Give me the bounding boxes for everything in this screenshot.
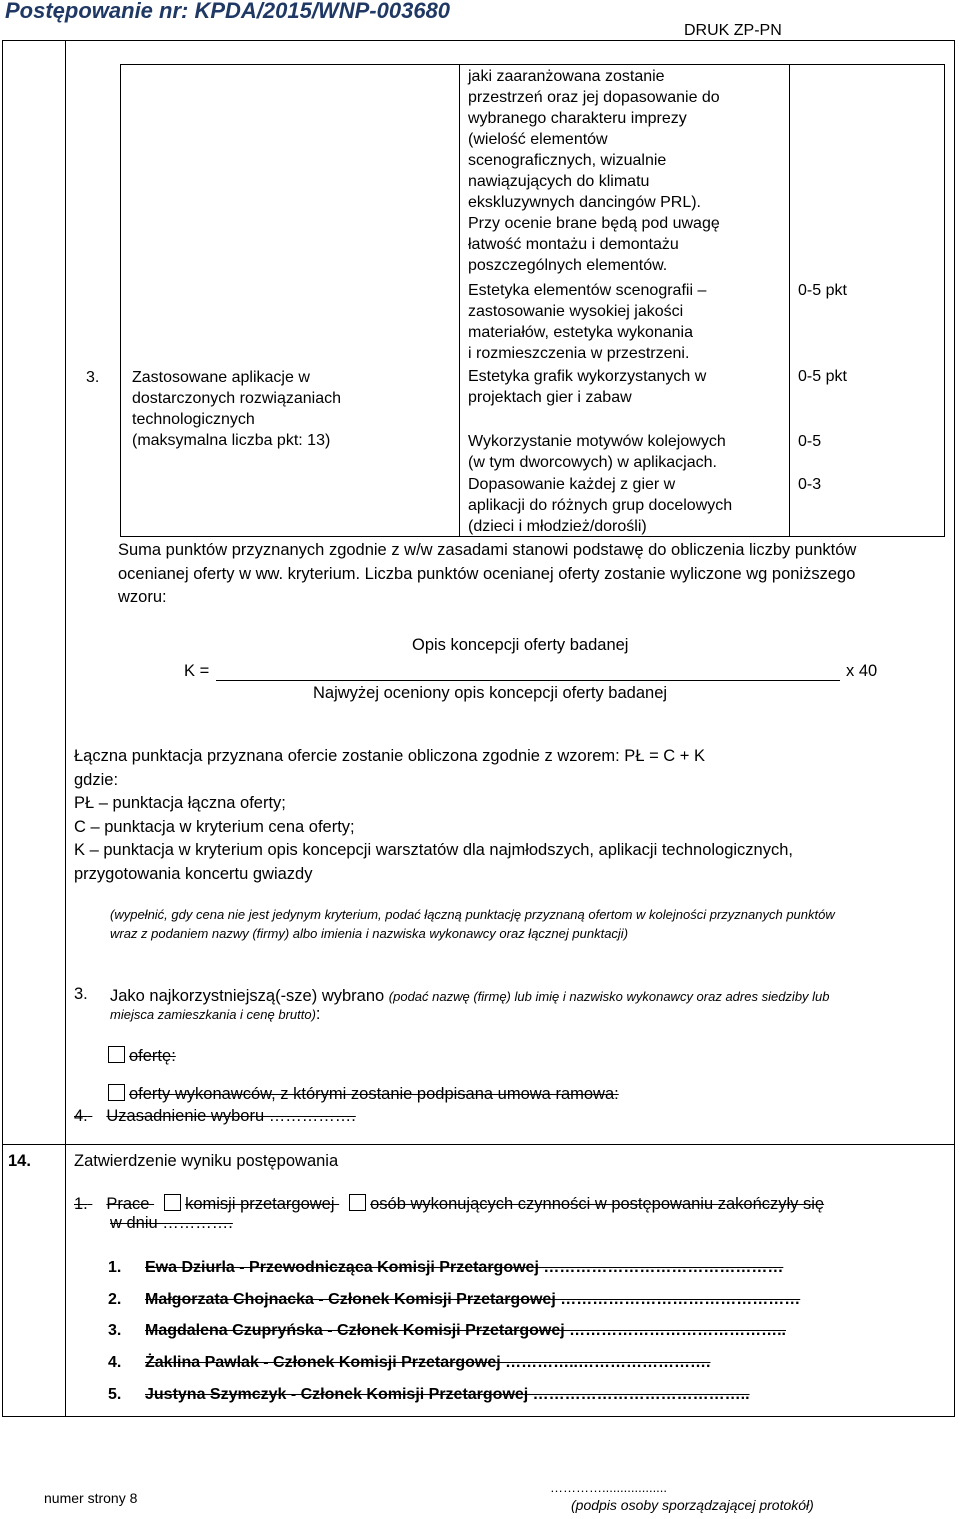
option-offer-label: ofertę:	[129, 1047, 176, 1065]
section-3-colon: :	[315, 1005, 321, 1023]
description-line: poszczególnych elementów.	[468, 257, 668, 274]
table-mid-border	[459, 64, 460, 536]
subcriterion-line: i rozmieszczenia w przestrzeni.	[468, 345, 690, 362]
member-number: 3.	[108, 1322, 122, 1339]
page-number-label	[44, 1490, 137, 1506]
section-14-divider	[2, 1144, 955, 1145]
criterion-name-line: technologicznych	[132, 411, 255, 428]
subcriterion-line: projektach gier i zabaw	[468, 389, 632, 406]
member-number: 4.	[108, 1354, 122, 1371]
description-line: scenograficznych, wizualnie	[468, 152, 667, 169]
w-dniu: w dniu ………….	[110, 1214, 233, 1232]
section-4-number: 4.	[74, 1107, 88, 1125]
member-number: 2.	[108, 1291, 122, 1308]
member-text: Justyna Szymczyk - Członek Komisji Przetargowej …………………………………..	[145, 1386, 750, 1403]
option-offers-framework	[104, 1084, 619, 1104]
subcriterion-3	[468, 431, 788, 473]
description-line: (wielość elementów	[468, 131, 608, 148]
section-3-main: Jako najkorzystniejszą(-sze) wybrano	[110, 987, 385, 1005]
offer-checkbox[interactable]	[108, 1046, 125, 1063]
total-formula-line: Łączna punktacja przyznana ofercie zostanie obliczona zgodnie z wzorem: PŁ = C + K	[74, 747, 706, 765]
member-text: Żaklina Pawlak - Członek Komisji Przetargowej …………..…………………….	[145, 1354, 711, 1371]
member-number: 1.	[108, 1259, 122, 1276]
criterion-number: 3.	[86, 369, 100, 386]
table-top-border	[120, 64, 945, 65]
member-row	[108, 1354, 950, 1372]
member-row	[108, 1291, 950, 1309]
criterion-name	[132, 367, 452, 451]
subcriterion-3-score: 0-5	[798, 433, 822, 450]
summary-line: wzoru:	[118, 588, 167, 606]
fill-note	[110, 905, 955, 943]
description-line: nawiązujących do klimatu	[468, 173, 650, 190]
document-title: Postępowanie nr: KPDA/2015/WNP-003680	[5, 0, 451, 23]
table-score-border	[789, 64, 790, 536]
subcriterion-1	[468, 280, 788, 364]
criterion-name-line: Zastosowane aplikacje w	[132, 369, 310, 386]
criterion-name-line: dostarczonych rozwiązaniach	[132, 390, 341, 407]
komisji-label: komisji przetargowej	[185, 1195, 335, 1213]
subcriterion-line: aplikacji do różnych grup docelowych	[468, 497, 733, 514]
subcriterion-1-score: 0-5 pkt	[798, 282, 847, 299]
subcriterion-2-score: 0-5 pkt	[798, 368, 847, 385]
section-14-item-1	[74, 1194, 944, 1214]
section-3-italic: (podać nazwę (firmę) lub imię i nazwisko wykonawcy oraz adres siedziby lub	[388, 989, 830, 1004]
page-number: 8	[129, 1490, 138, 1506]
description-line: łatwość montażu i demontażu	[468, 236, 679, 253]
section-3-italic-2: miejsca zamieszkania i cenę brutto)	[110, 1007, 316, 1022]
signature-dots: …………..................	[550, 1480, 668, 1495]
left-column-divider	[65, 40, 66, 1417]
option-offer	[90, 1046, 176, 1066]
item-1-number: 1.	[74, 1195, 88, 1213]
description-line: ekskluzywnych dancingów PRL).	[468, 194, 701, 211]
osob-label: osób wykonujących czynności w postępowaniu zakończyły się	[370, 1195, 825, 1213]
subcriterion-line: (w tym dworcowych) w aplikacjach.	[468, 454, 717, 471]
summary-line: Suma punktów przyznanych zgodnie z w/w zasadami stanowi podstawę do obliczenia liczby punktów	[118, 541, 857, 559]
member-row	[108, 1259, 950, 1277]
section-4-text: Uzasadnienie wyboru …………….	[106, 1107, 356, 1125]
member-row	[108, 1386, 950, 1404]
section-4	[74, 1107, 356, 1126]
member-text: Magdalena Czupryńska - Członek Komisji Przetargowej …………………………………..	[145, 1322, 786, 1339]
signature-caption: (podpis osoby sporządzającej protokół)	[571, 1497, 814, 1513]
subcriterion-4	[468, 474, 788, 537]
subcriterion-2	[468, 366, 788, 408]
formula-numerator: Opis koncepcji oferty badanej	[412, 636, 629, 654]
description-line: wybranego charakteru imprezy	[468, 110, 687, 127]
framework-checkbox[interactable]	[108, 1084, 125, 1101]
total-c-definition: C – punktacja w kryterium cena oferty;	[74, 817, 355, 836]
total-k-definition-cont: przygotowania koncertu gwiazdy	[74, 864, 313, 883]
page-label: numer strony	[44, 1490, 126, 1506]
subcriterion-line: zastosowanie wysokiej jakości	[468, 303, 684, 320]
total-scoring	[74, 745, 950, 886]
formula-k-label: K =	[184, 662, 210, 680]
subcriterion-line: Estetyka grafik wykorzystanych w	[468, 368, 707, 385]
option-framework-label: oferty wykonawców, z którymi zostanie podpisana umowa ramowa:	[129, 1085, 619, 1103]
description-line: przestrzeń oraz jej dopasowanie do	[468, 89, 720, 106]
formula-denominator: Najwyżej oceniony opis koncepcji oferty badanej	[313, 684, 668, 702]
osob-checkbox[interactable]	[349, 1194, 366, 1211]
section-14-number: 14.	[8, 1152, 31, 1170]
summary-line: ocenianej oferty w ww. kryterium. Liczba punktów ocenianej oferty zostanie wyliczone wg poniższego	[118, 564, 856, 583]
subcriterion-line: Dopasowanie każdej z gier w	[468, 476, 676, 493]
criterion-description	[468, 66, 788, 276]
member-text: Ewa Dziurla - Przewodnicząca Komisji Przetargowej ………………………………………	[145, 1259, 784, 1276]
subcriterion-line: (dzieci i młodzież/dorośli)	[468, 518, 647, 535]
description-line: Przy ocenie brane będą pod uwagę	[468, 215, 720, 232]
total-pl-definition: PŁ – punktacja łączna oferty;	[74, 794, 286, 812]
total-k-definition: K – punktacja w kryterium opis koncepcji warsztatów dla najmłodszych, aplikacji technologicznych,	[74, 841, 793, 859]
table-left-border	[120, 64, 121, 536]
table-right-border	[944, 64, 945, 536]
fill-note-line: wraz z podaniem nazwy (firmy) albo imienia i nazwiska wykonawcy oraz łącznej punktacji)	[110, 926, 629, 941]
member-row	[108, 1322, 950, 1340]
prace-label: Prace	[106, 1195, 150, 1213]
subcriterion-line: Wykorzystanie motywów kolejowych	[468, 433, 726, 450]
section-14-title: Zatwierdzenie wyniku postępowania	[74, 1152, 339, 1170]
section-3-text	[110, 985, 955, 1007]
total-gdzie: gdzie:	[74, 770, 119, 789]
fill-note-line: (wypełnić, gdy cena nie jest jedynym kryterium, podać łączną punktację przyznaną ofertom w kolejności przyznanych punktów	[110, 907, 835, 922]
member-number: 5.	[108, 1386, 122, 1403]
criterion-name-line: (maksymalna liczba pkt: 13)	[132, 432, 331, 449]
formula-fraction-bar	[216, 680, 840, 681]
formula-multiplier: x 40	[846, 662, 878, 680]
section-3-line2	[110, 1005, 321, 1024]
summary-paragraph	[118, 539, 953, 610]
subcriterion-line: materiałów, estetyka wykonania	[468, 324, 693, 341]
description-line: jaki zaaranżowana zostanie	[468, 68, 665, 85]
member-text: Małgorzata Chojnacka - Członek Komisji Przetargowej ………………………………………	[145, 1291, 801, 1308]
section-3-number: 3.	[74, 985, 88, 1003]
komisji-checkbox[interactable]	[164, 1194, 181, 1211]
form-code: DRUK ZP-PN	[684, 22, 782, 39]
subcriterion-4-score: 0-3	[798, 476, 822, 493]
subcriterion-line: Estetyka elementów scenografii –	[468, 282, 707, 299]
